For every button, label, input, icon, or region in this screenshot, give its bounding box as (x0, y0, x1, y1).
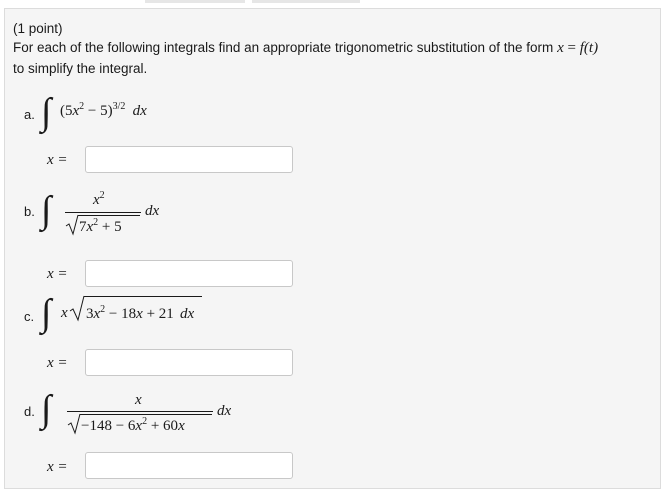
part-c-answer-label: x = (47, 355, 68, 371)
part-b-denominator (79, 218, 122, 236)
part-c-factor: x (61, 305, 68, 321)
part-c-rad-exp: 2 (100, 304, 106, 315)
instructions-prefix: For each of the following integrals find an appropriate trigonometric substitution of the form (13, 40, 554, 55)
part-b-den-x: x (86, 219, 94, 235)
part-a-answer-input[interactable] (85, 146, 293, 173)
part-b-fraction-bar (65, 212, 141, 213)
part-d-radical-bar (80, 414, 212, 415)
part-a-integral-sign: ∫ (41, 91, 52, 133)
part-d-den-exp: 2 (142, 416, 148, 427)
part-d-fraction-bar (67, 411, 213, 412)
part-d-label: d. (24, 404, 35, 419)
part-b-integral-sign: ∫ (41, 189, 52, 231)
part-b-radical-sign (66, 214, 80, 236)
part-d-integral-sign: ∫ (41, 388, 52, 430)
part-c-dx: dx (179, 306, 195, 322)
part-a-base-open: (5 (60, 103, 73, 119)
part-c-label: c. (24, 309, 35, 324)
part-b-den-coef: 7 (79, 219, 87, 235)
part-b-answer-input[interactable] (85, 260, 293, 287)
part-a-exp2: 2 (79, 101, 85, 112)
part-d-den-x2: x (178, 418, 185, 434)
part-c-rad-tail: + 21 (142, 306, 174, 322)
part-c-rad-coef: 3 (86, 306, 94, 322)
part-d-answer-label: x = (47, 459, 68, 475)
part-d-den-x: x (135, 418, 143, 434)
part-d-den-mid: + 60 (147, 418, 179, 434)
part-c-rad-x2: x (136, 306, 143, 322)
part-b-den-exp: 2 (93, 217, 99, 228)
part-b-num-exp: 2 (99, 190, 105, 201)
part-c-radical-bar (84, 296, 202, 297)
part-c-rad-rest: − 18 (105, 306, 137, 322)
part-a-x: x (72, 103, 80, 119)
part-b-den-rest: + 5 (98, 219, 122, 235)
part-b-num-x: x (93, 192, 100, 208)
part-d-numerator: x (135, 392, 142, 408)
top-tab-right (252, 0, 360, 3)
part-a-dx: dx (132, 103, 147, 119)
part-a-outer-exp: 3/2 (112, 101, 126, 112)
part-b-label: b. (24, 204, 35, 219)
part-c-integral-sign: ∫ (41, 292, 52, 334)
part-b-radical-bar (78, 215, 140, 216)
part-a-label: a. (24, 107, 35, 122)
part-b-numerator (93, 191, 105, 209)
part-d-denominator (81, 417, 185, 435)
part-a-base-close: − 5) (84, 103, 113, 119)
form-lhs: x (557, 40, 564, 56)
part-b-dx: dx (145, 203, 160, 219)
part-c-answer-input[interactable] (85, 349, 293, 376)
part-d-den-lead: −148 − 6 (81, 418, 136, 434)
top-tab-left (145, 0, 245, 3)
part-d-radical-sign (68, 413, 82, 435)
part-b-answer-label: x = (47, 266, 68, 282)
part-a-expression (60, 102, 147, 120)
part-a-answer-label: x = (47, 152, 68, 168)
points-label: (1 point) (13, 21, 63, 36)
part-d-answer-input[interactable] (85, 452, 293, 479)
form-rhs: f(t) (579, 40, 599, 56)
part-c-radical-sign (70, 295, 86, 321)
instructions-line2: to simplify the integral. (13, 61, 148, 76)
problem-panel (4, 8, 661, 489)
part-c-rad-x: x (93, 306, 101, 322)
instructions-line1 (13, 40, 598, 56)
form-eq: = (567, 40, 576, 56)
part-c-radicand (86, 305, 194, 323)
part-d-dx: dx (217, 403, 232, 419)
